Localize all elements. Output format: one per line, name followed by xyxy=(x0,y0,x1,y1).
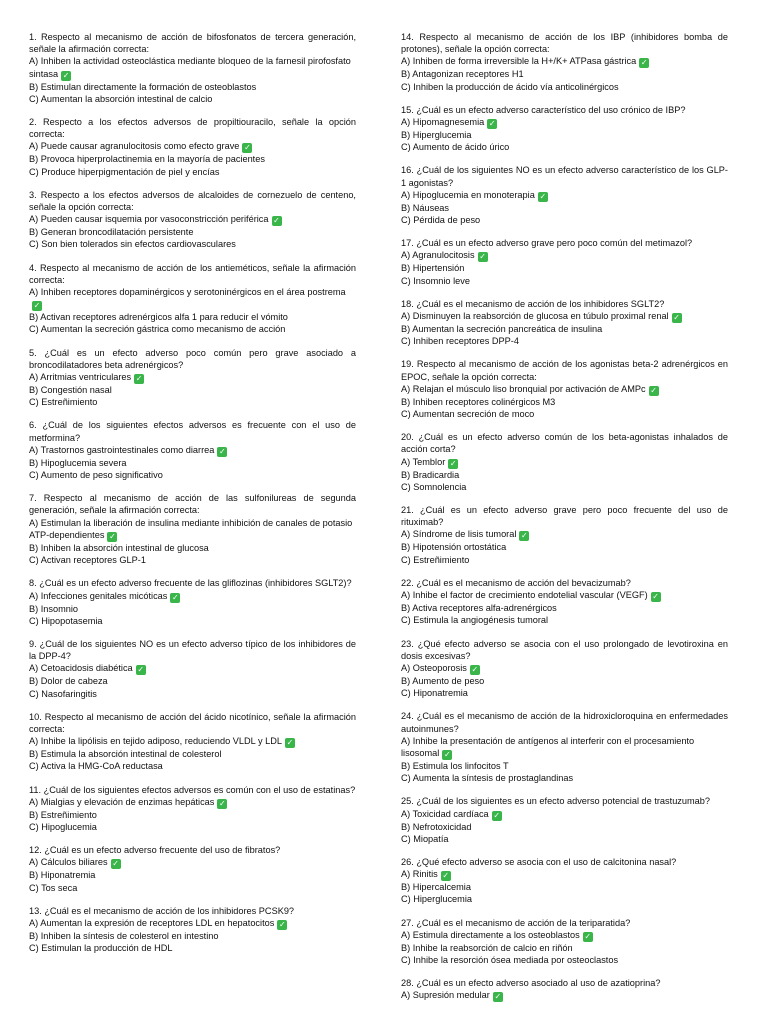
answer-option xyxy=(401,821,728,833)
answer-option xyxy=(401,881,728,893)
question-text: 20. ¿Cuál es un efecto adverso común de los beta-agonistas inhalados de acción corta? xyxy=(401,432,728,455)
question-block xyxy=(401,577,728,627)
answer-option-text: B) Inhibe la reabsorción de calcio en riñón xyxy=(401,942,573,953)
question-text: 4. Respecto al mecanismo de acción de los antieméticos, señale la afirmación correcta: xyxy=(29,262,356,285)
answer-option xyxy=(29,688,356,700)
answer-option-text: B) Estimula los linfocitos T xyxy=(401,760,509,771)
answer-option-text: A) Trastornos gastrointestinales como diarrea xyxy=(29,444,215,455)
question-text: 25. ¿Cuál de los siguientes es un efecto adverso potencial de trastuzumab? xyxy=(401,796,710,807)
answer-option xyxy=(401,808,728,821)
answer-option xyxy=(401,310,728,323)
answer-option xyxy=(401,408,728,420)
answer-option-text: A) Inhibe la presentación de antígenos al interferir con el procesamiento lisosomal xyxy=(401,735,695,758)
question-block xyxy=(401,164,728,226)
answer-option-text: C) Estreñimiento xyxy=(29,397,98,408)
answer-option xyxy=(29,917,356,930)
answer-option xyxy=(29,166,356,178)
answer-option xyxy=(29,238,356,250)
question-block xyxy=(401,856,728,906)
question-block xyxy=(401,710,728,784)
answer-option-text: C) Pérdida de peso xyxy=(401,215,481,226)
answer-option-text: B) Hiponatremia xyxy=(29,870,96,881)
answer-option xyxy=(29,554,356,566)
answer-option-text: B) Hipoglucemia severa xyxy=(29,457,127,468)
white-check-mark-icon: ✓ xyxy=(521,531,528,541)
answer-option-text: C) Inhiben la producción de ácido vía anticolinérgicos xyxy=(401,81,619,92)
answer-option-text: B) Provoca hiperprolactinemia en la mayoría de pacientes xyxy=(29,154,265,165)
answer-option-text: A) Rinitis xyxy=(401,869,438,880)
white-check-mark-icon: ✓ xyxy=(652,592,659,602)
answer-option-text: A) Pueden causar isquemia por vasoconstricción periférica xyxy=(29,214,269,225)
answer-option xyxy=(401,772,728,784)
answer-option xyxy=(401,833,728,845)
answer-option xyxy=(401,335,728,347)
answer-option xyxy=(401,662,728,675)
answer-option-text: C) Hiperglucemia xyxy=(401,894,472,905)
answer-option xyxy=(401,541,728,553)
answer-option xyxy=(29,226,356,238)
white-check-mark-icon: ✓ xyxy=(219,798,226,808)
answer-option-text: A) Hipoglucemia en monoterapia xyxy=(401,189,535,200)
answer-option xyxy=(401,602,728,614)
question-text: 26. ¿Qué efecto adverso se asocia con el uso de calcitonina nasal? xyxy=(401,856,677,867)
question-text: 23. ¿Qué efecto adverso se asocia con el uso prolongado de levotiroxina en dosis excesivas? xyxy=(401,638,728,661)
answer-option-text: C) Aumentan la secreción gástrica como mecanismo de acción xyxy=(29,324,286,335)
answer-option-text: B) Activa receptores alfa-adrenérgicos xyxy=(401,603,557,614)
answer-option-text: A) Agranulocitosis xyxy=(401,250,475,261)
answer-option xyxy=(401,323,728,335)
answer-option xyxy=(401,735,728,760)
question-block xyxy=(401,31,728,93)
question-text: 17. ¿Cuál es un efecto adverso grave pero poco común del metimazol? xyxy=(401,238,693,249)
answer-option-text: C) Hiponatremia xyxy=(401,688,468,699)
answer-option xyxy=(29,55,356,80)
answer-option-text: C) Activa la HMG-CoA reductasa xyxy=(29,761,163,772)
answer-option xyxy=(29,311,356,323)
answer-option xyxy=(29,371,356,384)
question-text: 7. Respecto al mecanismo de acción de las sulfonilureas de segunda generación, señale la afirmación correcta: xyxy=(29,493,356,516)
question-text: 16. ¿Cuál de los siguientes NO es un efecto adverso característico de los GLP-1 agonistas? xyxy=(401,165,728,188)
white-check-mark-icon: ✓ xyxy=(650,385,657,395)
question-block xyxy=(29,711,356,773)
answer-option-text: B) Estimula la absorción intestinal de colesterol xyxy=(29,749,222,760)
answer-option-text: C) Hipoglucemia xyxy=(29,821,97,832)
answer-option-text: A) Cálculos biliares xyxy=(29,857,108,868)
answer-option xyxy=(401,214,728,226)
white-check-mark-icon: ✓ xyxy=(135,374,143,384)
answer-option-text: C) Estimula la angiogénesis tumoral xyxy=(401,615,549,626)
answer-option-text: B) Hiperglucemia xyxy=(401,130,472,141)
answer-option xyxy=(29,81,356,93)
white-check-mark-icon: ✓ xyxy=(493,810,501,820)
answer-option-text: B) Congestión nasal xyxy=(29,385,112,396)
answer-option-text: B) Insomnio xyxy=(29,603,79,614)
answer-option-text: B) Bradicardia xyxy=(401,469,460,480)
white-check-mark-icon: ✓ xyxy=(62,70,70,80)
answer-option xyxy=(401,249,728,262)
answer-option-text: B) Activan receptores adrenérgicos alfa 1 para reducir el vómito xyxy=(29,312,288,323)
question-block xyxy=(401,298,728,348)
answer-option-text: B) Estimulan directamente la formación de osteoblastos xyxy=(29,81,257,92)
question-block xyxy=(29,492,356,566)
question-block xyxy=(401,917,728,967)
answer-option-text: A) Síndrome de lisis tumoral xyxy=(401,529,517,540)
answer-option-text: C) Insomnio leve xyxy=(401,275,470,286)
question-text: 2. Respecto a los efectos adversos de propiltiouracilo, señale la opción correcta: xyxy=(29,117,356,140)
answer-option xyxy=(29,140,356,153)
answer-option xyxy=(29,942,356,954)
answer-option xyxy=(401,954,728,966)
answer-option-text: C) Hipopotasemia xyxy=(29,615,103,626)
answer-option xyxy=(401,189,728,202)
answer-option-text: A) Cetoacidosis diabética xyxy=(29,663,133,674)
answer-option xyxy=(401,396,728,408)
answer-option xyxy=(401,116,728,129)
question-text: 5. ¿Cuál es un efecto adverso poco común pero grave asociado a broncodilatadores beta adrenérgicos? xyxy=(29,347,356,370)
answer-option xyxy=(401,760,728,772)
question-text: 10. Respecto al mecanismo de acción del ácido nicotínico, señale la afirmación correcta: xyxy=(29,711,356,734)
answer-option-text: B) Inhiben la síntesis de colesterol en intestino xyxy=(29,930,219,941)
answer-option xyxy=(401,275,728,287)
answer-option xyxy=(401,481,728,493)
question-text: 3. Respecto a los efectos adversos de alcaloides de cornezuelo de centeno, señale la opción correcta: xyxy=(29,189,356,213)
white-check-mark-icon: ✓ xyxy=(471,664,479,674)
answer-option xyxy=(401,929,728,942)
question-block xyxy=(29,31,356,105)
answer-option xyxy=(29,748,356,760)
answer-option xyxy=(29,603,356,615)
answer-option xyxy=(29,323,356,335)
answer-option xyxy=(29,615,356,627)
answer-option xyxy=(401,893,728,905)
white-check-mark-icon: ✓ xyxy=(172,592,179,602)
question-block xyxy=(401,431,728,493)
answer-option xyxy=(29,856,356,869)
answer-option xyxy=(401,141,728,153)
answer-option-text: C) Tos seca xyxy=(29,882,78,893)
answer-option xyxy=(29,93,356,105)
answer-option xyxy=(29,821,356,833)
answer-option xyxy=(401,383,728,396)
answer-option-text: A) Disminuyen la reabsorción de glucosa en túbulo proximal renal xyxy=(401,311,669,322)
white-check-mark-icon: ✓ xyxy=(112,859,119,869)
answer-option xyxy=(401,202,728,214)
question-text: 1. Respecto al mecanismo de acción de bifosfonatos de tercera generación, señale la afirmación correcta: xyxy=(29,32,356,55)
question-text: 18. ¿Cuál es el mecanismo de acción de los inhibidores SGLT2? xyxy=(401,298,665,309)
answer-option xyxy=(29,760,356,772)
white-check-mark-icon: ✓ xyxy=(109,531,116,541)
answer-option-text: A) Mialgias y elevación de enzimas hepáticas xyxy=(29,796,215,807)
answer-option xyxy=(401,989,728,1002)
white-check-mark-icon: ✓ xyxy=(273,216,280,226)
question-block xyxy=(401,504,728,566)
answer-option-text: C) Somnolencia xyxy=(401,481,467,492)
question-text: 12. ¿Cuál es un efecto adverso frecuente del uso de fibratos? xyxy=(29,845,281,856)
white-check-mark-icon: ✓ xyxy=(137,665,145,675)
answer-option xyxy=(29,662,356,675)
answer-option xyxy=(401,528,728,541)
answer-option xyxy=(29,469,356,481)
answer-option-text: A) Toxicidad cardíaca xyxy=(401,808,489,819)
white-check-mark-icon: ✓ xyxy=(442,871,450,881)
question-block xyxy=(29,189,356,251)
white-check-mark-icon: ✓ xyxy=(286,738,294,748)
question-text: 19. Respecto al mecanismo de acción de los agonistas beta-2 adrenérgicos en EPOC, señale la opción correcta: xyxy=(401,359,728,382)
white-check-mark-icon: ✓ xyxy=(449,458,457,468)
answer-option xyxy=(401,868,728,881)
question-text: 21. ¿Cuál es un efecto adverso grave pero poco frecuente del uso de rituximab? xyxy=(401,505,728,528)
answer-option xyxy=(29,809,356,821)
answer-option xyxy=(29,542,356,554)
answer-option-text: A) Estimulan la liberación de insulina mediante inhibición de canales de potasio ATP-dependientes xyxy=(29,517,353,540)
question-block xyxy=(29,262,356,336)
answer-option xyxy=(29,457,356,469)
answer-option-text: B) Generan broncodilatación persistente xyxy=(29,227,194,238)
question-block xyxy=(401,237,728,287)
question-block xyxy=(29,844,356,894)
answer-option-text: C) Miopatía xyxy=(401,833,449,844)
question-text: 6. ¿Cuál de los siguientes efectos adversos es frecuente con el uso de metformina? xyxy=(29,420,356,443)
white-check-mark-icon: ✓ xyxy=(673,313,680,323)
answer-option-text: C) Estimulan la producción de HDL xyxy=(29,943,173,954)
answer-option-text: A) Inhiben receptores dopaminérgicos y serotoninérgicos en el área postrema xyxy=(29,287,346,298)
answer-option-text: C) Inhiben receptores DPP-4 xyxy=(401,336,519,347)
question-block xyxy=(29,116,356,178)
answer-option xyxy=(401,129,728,141)
answer-option-text: C) Aumenta la síntesis de prostaglandinas xyxy=(401,773,574,784)
right-question-column xyxy=(401,31,728,1013)
white-check-mark-icon: ✓ xyxy=(33,301,41,311)
answer-option-text: A) Estimula directamente a los osteoblastos xyxy=(401,929,580,940)
white-check-mark-icon: ✓ xyxy=(539,191,547,201)
answer-option xyxy=(29,213,356,226)
answer-option xyxy=(401,942,728,954)
answer-option-text: A) Temblor xyxy=(401,456,446,467)
answer-option-text: B) Dolor de cabeza xyxy=(29,676,108,687)
answer-option-text: A) Supresión medular xyxy=(401,990,490,1001)
answer-option-text: A) Hipomagnesemia xyxy=(401,117,485,128)
answer-option xyxy=(29,930,356,942)
question-text: 9. ¿Cuál de los siguientes NO es un efecto adverso típico de los inhibidores de la DPP-4? xyxy=(29,638,356,662)
white-check-mark-icon: ✓ xyxy=(479,252,486,262)
white-check-mark-icon: ✓ xyxy=(278,919,286,929)
answer-option-text: B) Inhiben la absorción intestinal de glucosa xyxy=(29,542,209,553)
answer-option xyxy=(29,517,356,542)
white-check-mark-icon: ✓ xyxy=(584,931,592,941)
answer-option xyxy=(29,590,356,603)
white-check-mark-icon: ✓ xyxy=(219,446,226,456)
answer-option xyxy=(29,286,356,311)
white-check-mark-icon: ✓ xyxy=(494,992,502,1002)
answer-option xyxy=(401,675,728,687)
answer-option-text: B) Hipertensión xyxy=(401,263,465,274)
question-text: 11. ¿Cuál de los siguientes efectos adversos es común con el uso de estatinas? xyxy=(29,784,356,795)
answer-option xyxy=(401,55,728,68)
answer-option xyxy=(29,869,356,881)
answer-option xyxy=(29,796,356,809)
answer-option-text: B) Aumentan la secreción pancreática de insulina xyxy=(401,324,603,335)
question-text: 22. ¿Cuál es el mecanismo de acción del bevacizumab? xyxy=(401,577,631,588)
answer-option-text: B) Antagonizan receptores H1 xyxy=(401,69,524,80)
answer-option-text: B) Inhiben receptores colinérgicos M3 xyxy=(401,396,556,407)
white-check-mark-icon: ✓ xyxy=(443,749,451,759)
question-text: 24. ¿Cuál es el mecanismo de acción de la hidroxicloroquina en enfermedades autoinmunes? xyxy=(401,711,728,734)
answer-option xyxy=(401,687,728,699)
question-block xyxy=(29,905,356,955)
answer-option-text: C) Estreñimiento xyxy=(401,554,470,565)
question-block xyxy=(29,638,356,700)
answer-option-text: A) Infecciones genitales micóticas xyxy=(29,590,168,601)
answer-option-text: A) Inhibe el factor de crecimiento endotelial vascular (VEGF) xyxy=(401,590,648,601)
answer-option-text: C) Inhibe la resorción ósea mediada por osteoclastos xyxy=(401,954,619,965)
answer-option xyxy=(401,554,728,566)
question-text: 15. ¿Cuál es un efecto adverso característico del uso crónico de IBP? xyxy=(401,104,686,115)
left-question-column xyxy=(29,31,356,965)
answer-option xyxy=(401,81,728,93)
question-block xyxy=(401,977,728,1002)
answer-option xyxy=(29,735,356,748)
question-block xyxy=(401,638,728,700)
answer-option-text: A) Inhiben la actividad osteoclástica mediante bloqueo de la farnesil pirofosfato sintasa xyxy=(29,56,351,79)
answer-option xyxy=(29,384,356,396)
answer-option-text: A) Relajan el músculo liso bronquial por activación de AMPc xyxy=(401,383,646,394)
question-block xyxy=(29,347,356,409)
answer-option xyxy=(401,614,728,626)
question-block xyxy=(29,577,356,627)
answer-option-text: B) Estreñimiento xyxy=(29,809,97,820)
question-block xyxy=(29,419,356,481)
answer-option xyxy=(29,882,356,894)
question-text: 8. ¿Cuál es un efecto adverso frecuente de las gliflozinas (inhibidores SGLT2)? xyxy=(29,578,352,589)
answer-option xyxy=(29,675,356,687)
answer-option-text: C) Aumentan secreción de moco xyxy=(401,409,535,420)
answer-option-text: C) Produce hiperpigmentación de piel y encías xyxy=(29,166,220,177)
question-text: 13. ¿Cuál es el mecanismo de acción de los inhibidores PCSK9? xyxy=(29,905,295,916)
answer-option-text: C) Aumento de peso significativo xyxy=(29,470,163,481)
answer-option xyxy=(29,396,356,408)
answer-option xyxy=(401,589,728,602)
answer-option xyxy=(29,153,356,165)
white-check-mark-icon: ✓ xyxy=(244,143,251,153)
answer-option xyxy=(401,469,728,481)
question-block xyxy=(401,795,728,845)
question-block xyxy=(29,784,356,834)
answer-option-text: B) Náuseas xyxy=(401,202,450,213)
answer-option-text: A) Aumentan la expresión de receptores LDL en hepatocitos xyxy=(29,917,275,928)
answer-option-text: A) Inhibe la lipólisis en tejido adiposo, reduciendo VLDL y LDL xyxy=(29,736,282,747)
answer-option-text: C) Nasofaringitis xyxy=(29,688,97,699)
white-check-mark-icon: ✓ xyxy=(640,58,648,68)
answer-option-text: B) Hipotensión ortostática xyxy=(401,542,507,553)
answer-option-text: C) Activan receptores GLP-1 xyxy=(29,555,146,566)
answer-option-text: A) Osteoporosis xyxy=(401,662,467,673)
answer-option-text: C) Aumentan la absorción intestinal de calcio xyxy=(29,93,213,104)
question-block xyxy=(401,358,728,420)
answer-option xyxy=(401,456,728,469)
question-block xyxy=(401,104,728,154)
question-text: 28. ¿Cuál es un efecto adverso asociado al uso de azatioprina? xyxy=(401,978,661,989)
answer-option xyxy=(401,262,728,274)
answer-option-text: B) Aumento de peso xyxy=(401,675,485,686)
answer-option-text: C) Son bien tolerados sin efectos cardiovasculares xyxy=(29,239,236,250)
answer-option-text: A) Puede causar agranulocitosis como efecto grave xyxy=(29,141,240,152)
answer-option-text: C) Aumento de ácido úrico xyxy=(401,142,510,153)
question-text: 14. Respecto al mecanismo de acción de los IBP (inhibidores bomba de protones), señale la opción correcta: xyxy=(401,32,728,55)
question-text: 27. ¿Cuál es el mecanismo de acción de la teriparatida? xyxy=(401,917,631,928)
answer-option-text: A) Arritmias ventriculares xyxy=(29,372,132,383)
answer-option-text: B) Nefrotoxicidad xyxy=(401,821,472,832)
answer-option xyxy=(29,444,356,457)
answer-option xyxy=(401,68,728,80)
answer-option-text: A) Inhiben de forma irreversible la H+/K+ ATPasa gástrica xyxy=(401,56,637,67)
answer-option-text: B) Hipercalcemia xyxy=(401,882,471,893)
white-check-mark-icon: ✓ xyxy=(488,119,496,129)
